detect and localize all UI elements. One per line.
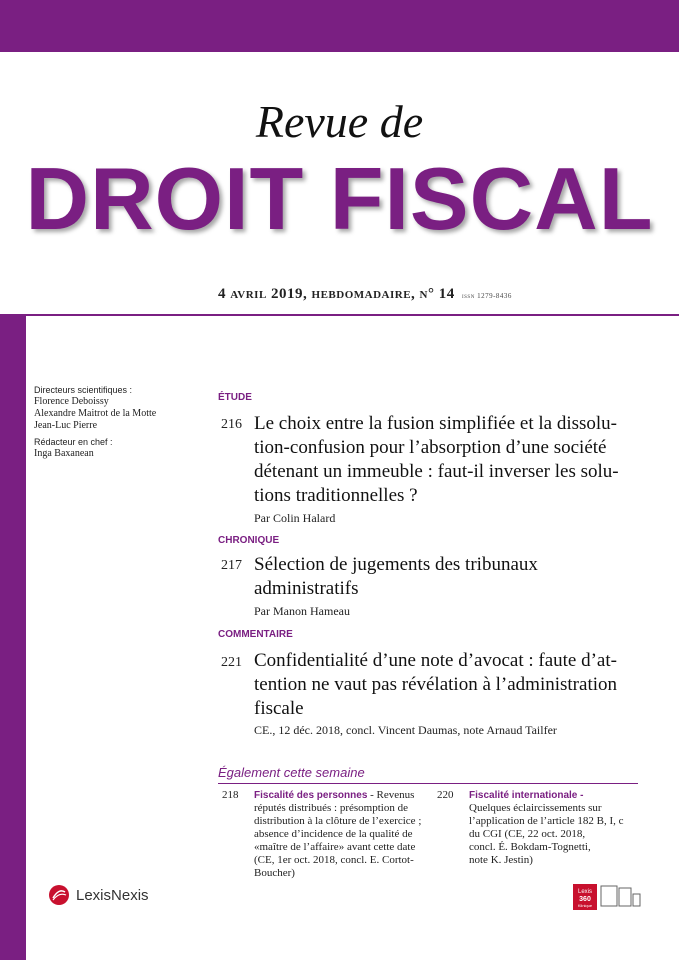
director-name: Jean-Luc Pierre (34, 420, 98, 431)
article-title[interactable]: Le choix entre la fusion simplifiée et la dissolu- tion-confusion pour l’absorption d’une société détenant un immeuble : faut-il inverser les solu- tions traditionnelles ? (254, 413, 619, 506)
svg-text:Klinique: Klinique (577, 903, 593, 908)
section-label-etude: ÉTUDE (218, 392, 252, 403)
editor-label: Rédacteur en chef : (34, 437, 113, 447)
director-name: Florence Deboissy (34, 396, 109, 407)
lexis360-badge (573, 884, 641, 915)
article-number: 216 (221, 417, 242, 432)
issue-date: 4 avril 2019, hebdomadaire, n° 14 (218, 286, 455, 302)
directors-label: Directeurs scientifiques : (34, 385, 133, 395)
editor-name: Inga Baxanean (34, 448, 94, 459)
article-byline: CE., 12 déc. 2018, concl. Vincent Daumas, note Arnaud Tailfer (254, 723, 557, 737)
article-title[interactable]: Confidentialité d’une note d’avocat : faute d’at- tention ne vaut pas révélation à l’administration fiscale (254, 650, 618, 719)
masthead-line1: Revue de (255, 96, 424, 147)
director-name: Alexandre Maitrot de la Motte (34, 408, 157, 419)
svg-text:Lexis: Lexis (577, 889, 593, 895)
issn: issn 1279-8436 (461, 292, 512, 300)
svg-text:360: 360 (579, 896, 591, 903)
lexisnexis-logo (48, 884, 149, 906)
lexis360-devices-icon (573, 884, 641, 910)
issue-dateline (218, 286, 512, 303)
also-heading: Également cette semaine (218, 765, 365, 780)
masthead-title: DROIT FISCAL (25, 149, 654, 248)
also-number: 218 (222, 789, 239, 801)
publisher-name: LexisNexis (76, 886, 149, 904)
masthead-divider (26, 314, 679, 316)
also-number: 220 (437, 789, 454, 801)
article-title[interactable]: Sélection de jugements des tribunaux administratifs (254, 554, 538, 599)
also-item[interactable]: Fiscalité internationale - Quelques éclaircissements sur l’application de l’article 182 B, I, c du CGI (CE, 22 oct. 2018, concl. É. Bokdam-Tognetti, note K. Jestin) (469, 790, 624, 866)
also-divider (218, 783, 638, 784)
also-item[interactable]: Fiscalité des personnes - Revenus réputés distribués : présomption de distribution à la clôture de l’exercice ; absence d’incidence de la qualité de «maître de l’affaire» avant cette date (CE, 1er oct. 2018, concl. E. Cortot- Boucher) (254, 789, 422, 879)
section-label-chronique: CHRONIQUE (218, 535, 280, 546)
article-byline: Par Colin Halard (254, 511, 336, 525)
top-color-band (0, 0, 679, 52)
article-byline: Par Manon Hameau (254, 604, 350, 618)
left-color-band (0, 314, 26, 960)
article-number: 217 (221, 558, 242, 573)
lexisnexis-logo-icon (48, 884, 70, 906)
article-number: 221 (221, 655, 242, 670)
editorial-staff (34, 384, 214, 460)
section-label-commentaire: COMMENTAIRE (218, 629, 293, 640)
